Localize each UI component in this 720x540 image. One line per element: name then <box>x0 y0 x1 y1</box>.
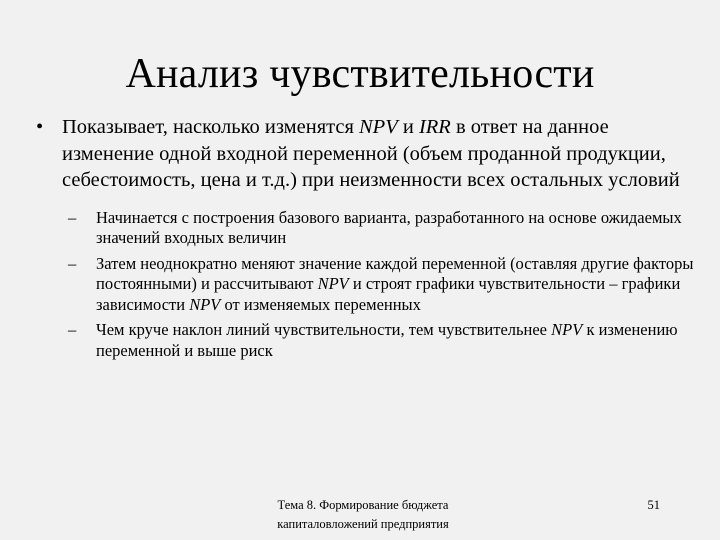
bullet-marker: • <box>36 116 44 138</box>
footer-caption <box>218 496 508 534</box>
sub-bullet-text-2: к изменению переменной и выше риск <box>96 320 678 361</box>
npv-term: NPV <box>317 274 349 294</box>
footer-line-1: Тема 8. Формирование бюджета <box>277 498 449 512</box>
dash-marker: – <box>68 207 77 227</box>
npv-term: NPV <box>359 116 398 138</box>
sub-bullet-text-3: от изменяемых переменных <box>220 294 421 314</box>
sub-bullet <box>36 254 696 316</box>
main-bullet-text-1: Показывает, насколько изменятся <box>62 116 359 138</box>
npv-term: NPV <box>551 320 583 340</box>
irr-term: IRR <box>418 116 451 138</box>
page-number: 51 <box>647 498 660 512</box>
npv-term: NPV <box>189 294 221 314</box>
slide-body <box>36 114 696 367</box>
sub-bullet-text-1: Затем неоднократно меняют значение каждой переменной (оставляя другие факторы постоянными) и рассчитывают <box>96 253 694 294</box>
sub-bullet <box>36 208 696 249</box>
sub-bullet <box>36 320 696 361</box>
sub-bullet-text-1: Чем круче наклон линий чувствительности, тем чувствительнее <box>96 320 552 340</box>
slide-title: Анализ чувствительности <box>125 51 595 97</box>
main-bullet-text-3: в ответ на данное изменение одной входной переменной (объем проданной продукции, себестоимость, цена и т.д.) при неизменности всех остальных условий <box>62 116 680 191</box>
main-bullet-text-2: и <box>397 116 419 138</box>
dash-marker: – <box>68 253 77 273</box>
footer-line-2: капиталовложений предприятия <box>277 517 449 531</box>
sub-bullets <box>36 208 696 362</box>
sub-bullet-text: Начинается с построения базового варианта, разработанного на основе ожидаемых значений входных величин <box>96 207 682 248</box>
main-bullet <box>36 114 696 194</box>
sub-bullet-text-2: и строят графики чувствительности – графики зависимости <box>96 274 681 314</box>
dash-marker: – <box>68 320 77 340</box>
